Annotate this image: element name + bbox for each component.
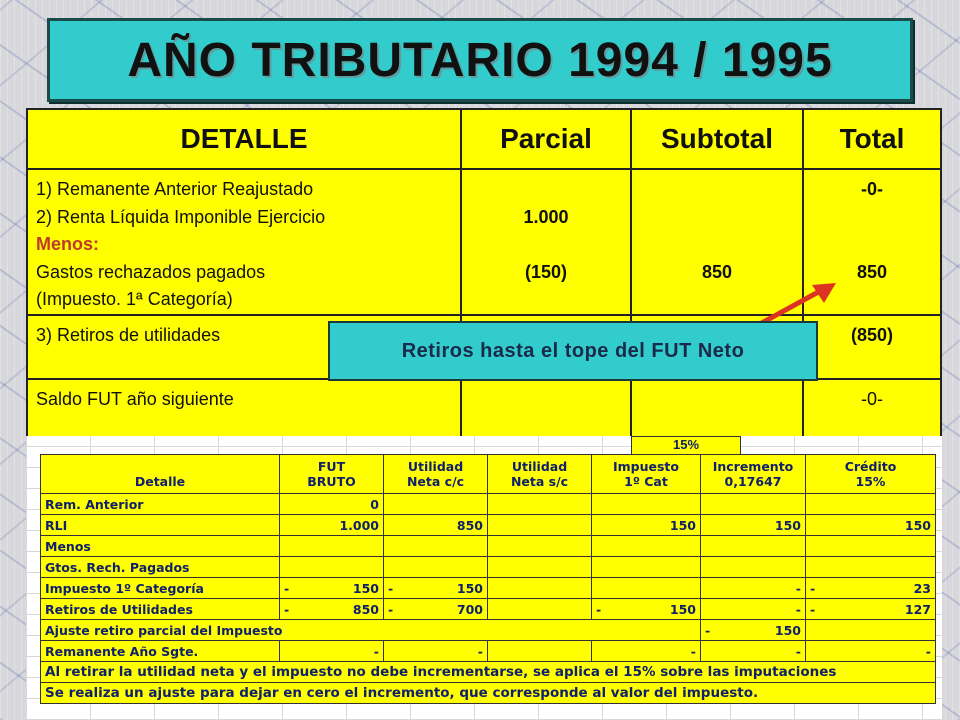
cell: - 150 (384, 578, 488, 599)
cell: - 150 (592, 599, 701, 620)
page-title: AÑO TRIBUTARIO 1994 / 1995 (127, 33, 833, 87)
cell: 150 (806, 515, 936, 536)
fut-summary-table (26, 108, 942, 438)
detail-line: 2) Renta Líquida Imponible Ejercicio (36, 206, 326, 227)
note-text: Al retirar la utilidad neta y el impuesto no debe incrementarse, se aplica el 15% sobre las imputaciones (41, 662, 936, 683)
cell: 0 (280, 494, 384, 515)
detail-line: 1) Remanente Anterior Reajustado (36, 179, 314, 199)
col-fut: FUT BRUTO (280, 455, 384, 494)
table-row (41, 557, 936, 578)
col-credito: Crédito 15% (806, 455, 936, 494)
table-row (41, 515, 936, 536)
total-value: -0- (861, 179, 883, 199)
cell: - (701, 599, 806, 620)
table-row (41, 578, 936, 599)
col-detalle: Detalle (41, 455, 280, 494)
detail-line: Gastos rechazados pagados (36, 261, 266, 282)
cell: - 150 (701, 620, 806, 641)
row-label: Remanente Año Sgte. (41, 641, 280, 662)
cell: - 127 (806, 599, 936, 620)
table-row (41, 536, 936, 557)
header-parcial: Parcial (461, 109, 631, 169)
col-un-cc: Utilidad Neta c/c (384, 455, 488, 494)
row-label: Menos (41, 536, 280, 557)
parcial-cell (461, 169, 631, 315)
menos-label: Menos: (36, 234, 99, 254)
table-row (41, 683, 936, 704)
row-label: Ajuste retiro parcial del Impuesto (41, 620, 701, 641)
cell: - (701, 578, 806, 599)
parcial-value: 1.000 (523, 206, 569, 227)
spreadsheet-table (40, 454, 936, 704)
table-row (41, 494, 936, 515)
cell: 850 (384, 515, 488, 536)
table-row (27, 379, 941, 437)
row-label: RLI (41, 515, 280, 536)
header-subtotal: Subtotal (631, 109, 803, 169)
saldo-total: -0- (803, 379, 941, 437)
table-row (41, 599, 936, 620)
cell: - (280, 641, 384, 662)
table-header-row (41, 455, 936, 494)
retiros-total: (850) (803, 315, 941, 379)
callout-box: Retiros hasta el tope del FUT Neto (328, 321, 818, 381)
detail-cell (27, 169, 461, 315)
cell: - (701, 641, 806, 662)
note-text: Se realiza un ajuste para dejar en cero el incremento, que corresponde al valor del impuesto. (41, 683, 936, 704)
cell: - 23 (806, 578, 936, 599)
col-incremento: Incremento 0,17647 (701, 455, 806, 494)
col-impuesto: Impuesto 1º Cat (592, 455, 701, 494)
spreadsheet-area (26, 436, 942, 720)
header-total: Total (803, 109, 941, 169)
row-label: Retiros de Utilidades (41, 599, 280, 620)
row-label: Rem. Anterior (41, 494, 280, 515)
cell: - 700 (384, 599, 488, 620)
cell: - 150 (280, 578, 384, 599)
cell: 150 (701, 515, 806, 536)
cell: - 850 (280, 599, 384, 620)
total-value: 850 (856, 261, 888, 282)
cell: 1.000 (280, 515, 384, 536)
row-label: Impuesto 1º Categoría (41, 578, 280, 599)
parcial-value: (150) (524, 261, 568, 282)
table-header-row (27, 109, 941, 169)
retiros-label: 3) Retiros de utilidades (27, 315, 461, 379)
table-row (41, 662, 936, 683)
table-row (41, 620, 936, 641)
title-banner (47, 18, 913, 102)
saldo-label: Saldo FUT año siguiente (27, 379, 461, 437)
header-detalle: DETALLE (27, 109, 461, 169)
table-row (41, 641, 936, 662)
cell: - (384, 641, 488, 662)
subtotal-value: 850 (701, 261, 733, 282)
col-un-sc: Utilidad Neta s/c (488, 455, 592, 494)
cell: - (806, 641, 936, 662)
detail-line: (Impuesto. 1ª Categoría) (36, 289, 233, 309)
cell: 150 (592, 515, 701, 536)
cell: - (592, 641, 701, 662)
percent-header: 15% (631, 436, 741, 455)
row-label: Gtos. Rech. Pagados (41, 557, 280, 578)
